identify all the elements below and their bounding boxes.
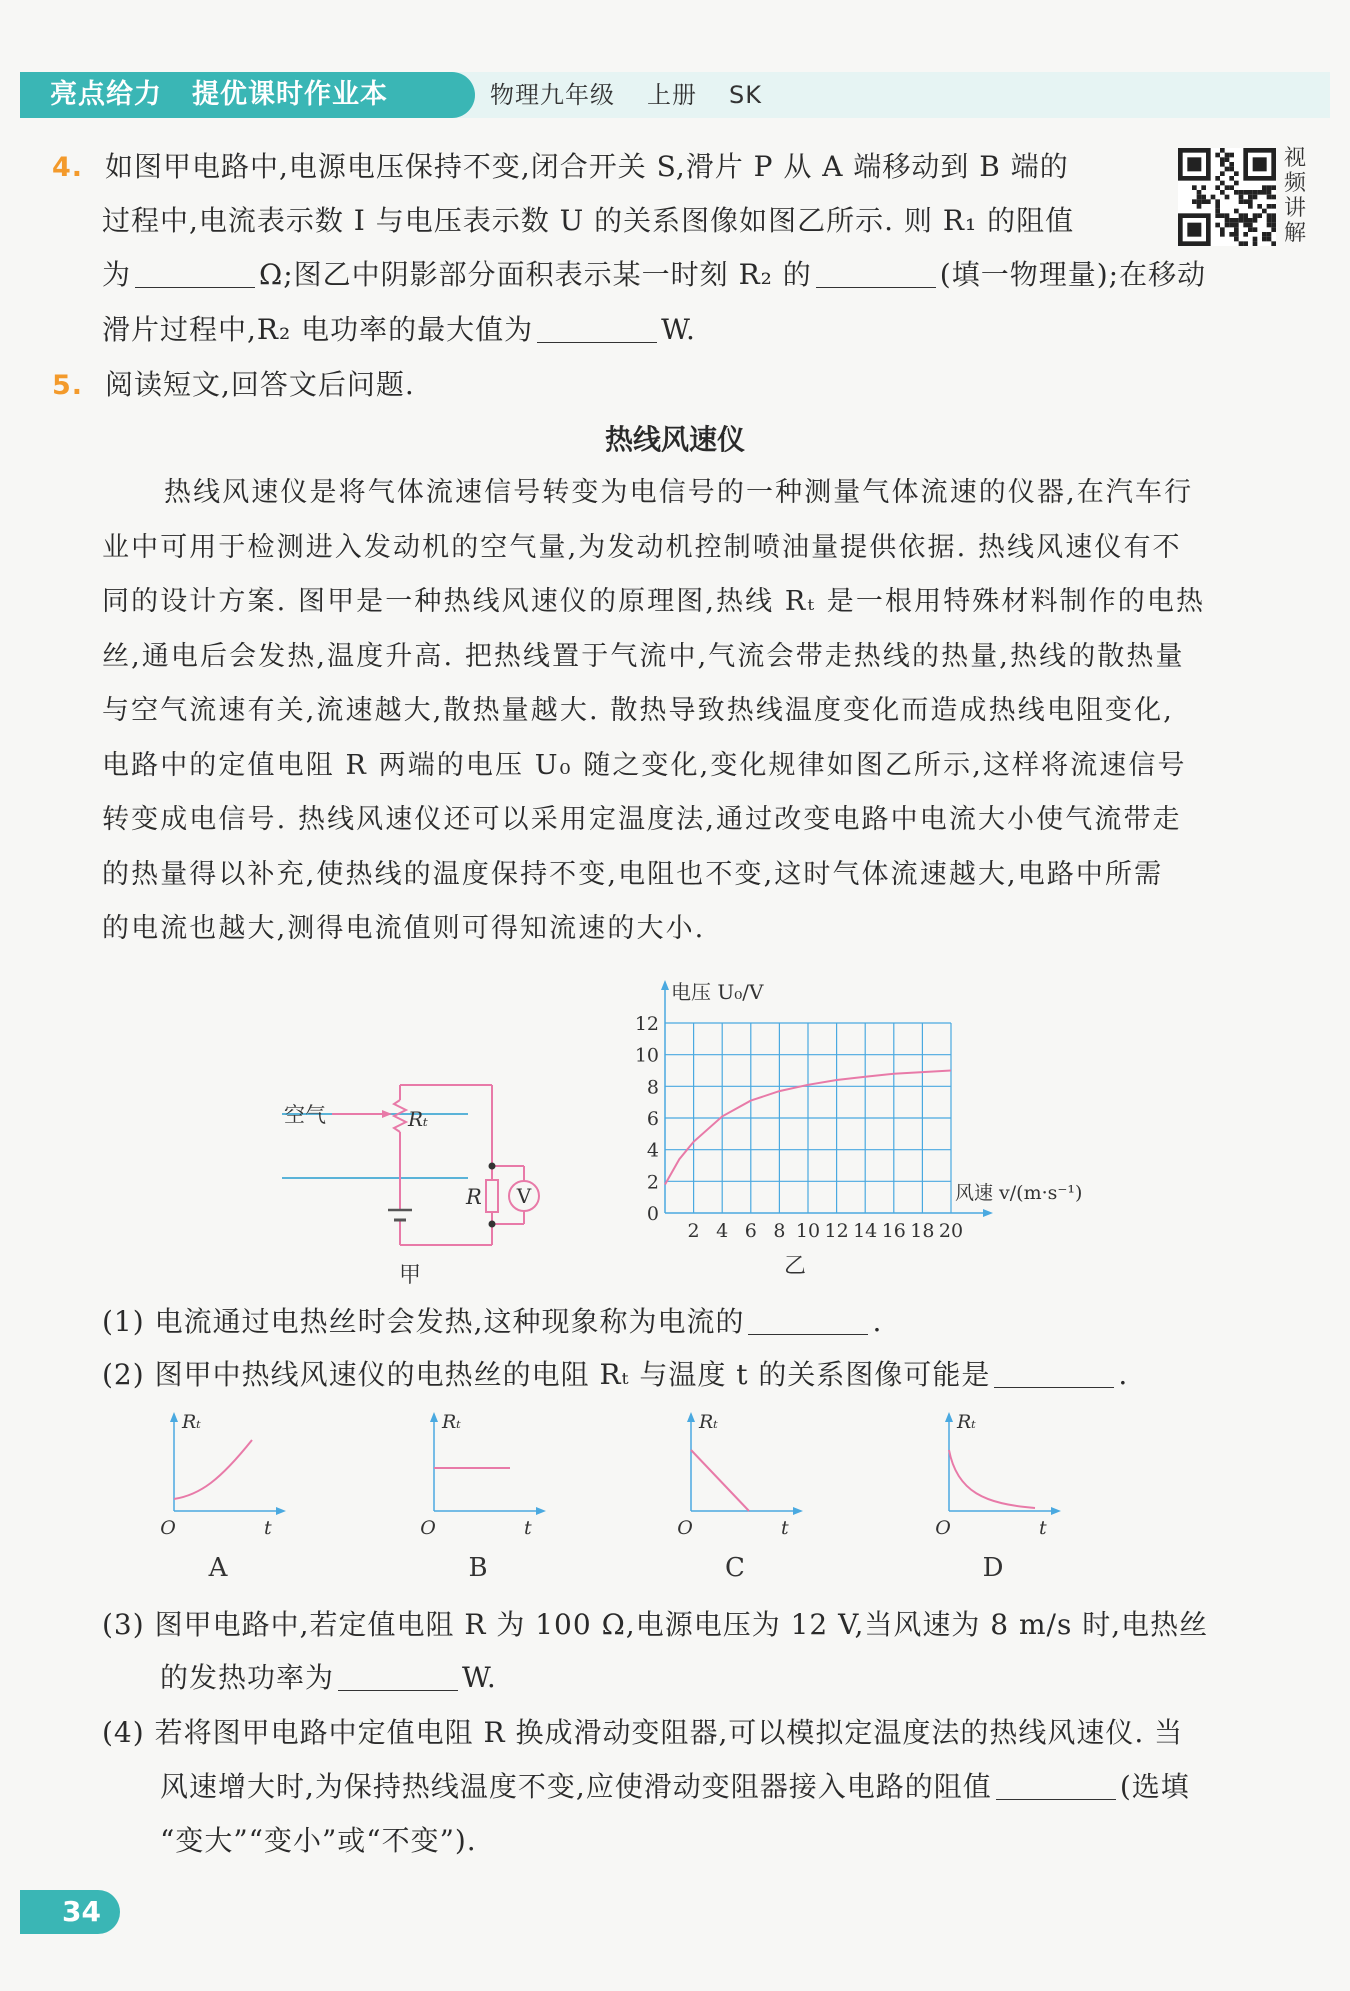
edition: SK <box>729 81 762 109</box>
subq-4-line1: (4) 若将图甲电路中定值电阻 R 换成滑动变阻器,可以模拟定温度法的热线风速仪. 当 <box>102 1716 1184 1749</box>
y-axis-arrow-icon <box>170 1412 178 1422</box>
option-letter: D <box>982 1553 1004 1583</box>
option-x-label: t <box>781 1517 789 1539</box>
option-letter: B <box>468 1553 488 1583</box>
y-axis-label: 电压 U₀/V <box>671 980 764 1004</box>
option-graph-b <box>420 1410 560 1590</box>
origin-label: 0 <box>646 1203 659 1225</box>
option-x-label: t <box>264 1517 272 1539</box>
option-origin: O <box>160 1517 176 1539</box>
answer-blank[interactable] <box>135 258 255 288</box>
article-body: 热线风速仪是将气体流速信号转变为电信号的一种测量气体流速的仪器,在汽车行 业中可用于检测进入发动机的空气量,为发动机控制喷油量提供依据. 热线风速仪有不 同的设计方案. 图甲是一种热线风速仪的原理图,热线 Rₜ 是一根用特殊材料制作的电热 丝,通电后会发热,温度升高. 把热线置于气流中,气流会带走热线的热量,热线的散热量 与空气流速有关,流速越大,散热量越大. 散热导致热线温度变化而造成热线电阻变化, 电路中的定值电阻 R 两端的电压 U₀ 随之变化,变化规律如图乙所示,这样将流速信号 转变成电信号. 热线风速仪还可以采用定温度法,通过改变电路中电流大小使气流带走 的热量得以补充,使热线的温度保持不变,电阻也不变,这时气体流速越大,电路中所需 的电流也越大,测得电流值则可得知流速的大小. <box>102 477 1206 944</box>
option-y-label: Rₜ <box>957 1411 976 1433</box>
subject-grade: 物理九年级 <box>490 81 615 109</box>
x-axis-label: 风速 v/(m·s⁻¹) <box>955 1182 1083 1204</box>
hot-wire-resistor <box>394 1100 406 1132</box>
y-axis-arrow-icon <box>430 1412 438 1422</box>
option-letter: C <box>725 1553 745 1583</box>
air-label: 空气 <box>284 1103 326 1127</box>
x-axis-arrow-icon <box>793 1507 803 1515</box>
y-tick-label: 6 <box>646 1108 659 1130</box>
volume: 上册 <box>647 81 697 109</box>
subq-4-line2: 风速增大时,为保持热线温度不变,应使滑动变阻器接入电路的阻值 (选填 <box>160 1770 1190 1803</box>
voltage-wind-chart <box>620 975 1140 1285</box>
option-letter: A <box>208 1553 228 1583</box>
option-y-label: Rₜ <box>182 1411 201 1433</box>
option-x-label: t <box>1039 1517 1047 1539</box>
answer-blank[interactable] <box>338 1661 458 1691</box>
x-tick-label: 16 <box>881 1220 906 1242</box>
x-tick-label: 14 <box>853 1220 878 1242</box>
x-axis-arrow-icon <box>983 1209 993 1217</box>
option-graph-c <box>677 1410 817 1590</box>
y-axis-arrow-icon <box>661 980 669 990</box>
subq-4-line3: “变大”“变小”或“不变”). <box>160 1824 477 1857</box>
option-graph-d <box>935 1410 1075 1590</box>
q4-line3: 为 Ω;图乙中阴影部分面积表示某一时刻 R₂ 的 (填一物理量);在移动 <box>102 258 1207 291</box>
subq-3-line1: (3) 图甲电路中,若定值电阻 R 为 100 Ω,电源电压为 12 V,当风速为 8 m/s 时,电热丝 <box>102 1608 1209 1641</box>
x-tick-label: 6 <box>744 1220 757 1242</box>
option-origin: O <box>420 1517 436 1539</box>
x-tick-label: 2 <box>687 1220 700 1242</box>
q4-line1: 4. 如图甲电路中,电源电压保持不变,闭合开关 S,滑片 P 从 A 端移动到 B 端的 <box>52 150 1069 183</box>
x-tick-label: 4 <box>716 1220 729 1242</box>
option-curve <box>691 1450 749 1511</box>
article-title: 热线风速仪 <box>604 423 745 456</box>
option-x-label: t <box>524 1517 532 1539</box>
circuit-diagram <box>270 1070 570 1290</box>
rt-label: Rₜ <box>408 1107 428 1131</box>
r-label: R <box>466 1185 482 1209</box>
book-info <box>490 72 794 118</box>
meter-label: V <box>516 1184 532 1208</box>
subq-1: (1) 电流通过电热丝时会发热,这种现象称为电流的 . <box>102 1305 883 1338</box>
y-tick-label: 10 <box>634 1044 659 1067</box>
page-number: 34 <box>20 1890 120 1934</box>
y-axis-arrow-icon <box>687 1412 695 1422</box>
qr-code-icon[interactable] <box>1178 148 1276 246</box>
chart-grid <box>665 1023 951 1213</box>
series-title <box>20 72 475 118</box>
q4-line2: 过程中,电流表示数 I 与电压表示数 U 的关系图像如图乙所示. 则 R₁ 的阻值 <box>102 204 1075 237</box>
x-tick-label: 12 <box>824 1220 849 1242</box>
x-axis-arrow-icon <box>276 1507 286 1515</box>
option-y-label: Rₜ <box>699 1411 718 1433</box>
x-tick-label: 20 <box>938 1220 964 1242</box>
y-tick-label: 12 <box>634 1013 659 1035</box>
figure-caption-yi: 乙 <box>783 1254 807 1279</box>
x-tick-label: 18 <box>910 1220 935 1242</box>
x-tick-label: 10 <box>795 1220 821 1242</box>
option-curve <box>174 1440 252 1499</box>
subq-3-line2: 的发热功率为 W. <box>160 1661 497 1694</box>
fixed-resistor <box>486 1180 498 1212</box>
option-origin: O <box>677 1517 693 1539</box>
answer-blank[interactable] <box>816 258 936 288</box>
q5-number: 5. <box>52 370 84 401</box>
x-tick-label: 8 <box>773 1220 786 1242</box>
x-axis-arrow-icon <box>1051 1507 1061 1515</box>
subq-2: (2) 图甲中热线风速仪的电热丝的电阻 Rₜ 与温度 t 的关系图像可能是 . <box>102 1358 1129 1391</box>
option-origin: O <box>935 1517 951 1539</box>
y-tick-label: 8 <box>646 1076 659 1099</box>
airflow-arrow-icon <box>382 1110 392 1118</box>
answer-blank[interactable] <box>748 1305 868 1335</box>
y-axis-arrow-icon <box>945 1412 953 1422</box>
option-graph-a <box>160 1410 300 1590</box>
y-tick-label: 2 <box>646 1171 659 1194</box>
figure-caption-jia: 甲 <box>398 1263 422 1288</box>
q5-intro: 5. 阅读短文,回答文后问题. <box>52 368 415 401</box>
q4-line4: 滑片过程中,R₂ 电功率的最大值为 W. <box>102 313 696 346</box>
series-name: 亮点给力 <box>50 79 162 110</box>
answer-blank[interactable] <box>537 313 657 343</box>
y-tick-label: 4 <box>646 1139 659 1162</box>
option-curve <box>949 1450 1035 1508</box>
q4-number: 4. <box>52 152 84 183</box>
option-y-label: Rₜ <box>442 1411 461 1433</box>
answer-blank[interactable] <box>994 1358 1114 1388</box>
video-label: 视 频 讲 解 <box>1284 146 1307 246</box>
book-name: 提优课时作业本 <box>192 79 388 110</box>
x-axis-arrow-icon <box>536 1507 546 1515</box>
answer-blank[interactable] <box>996 1770 1116 1800</box>
